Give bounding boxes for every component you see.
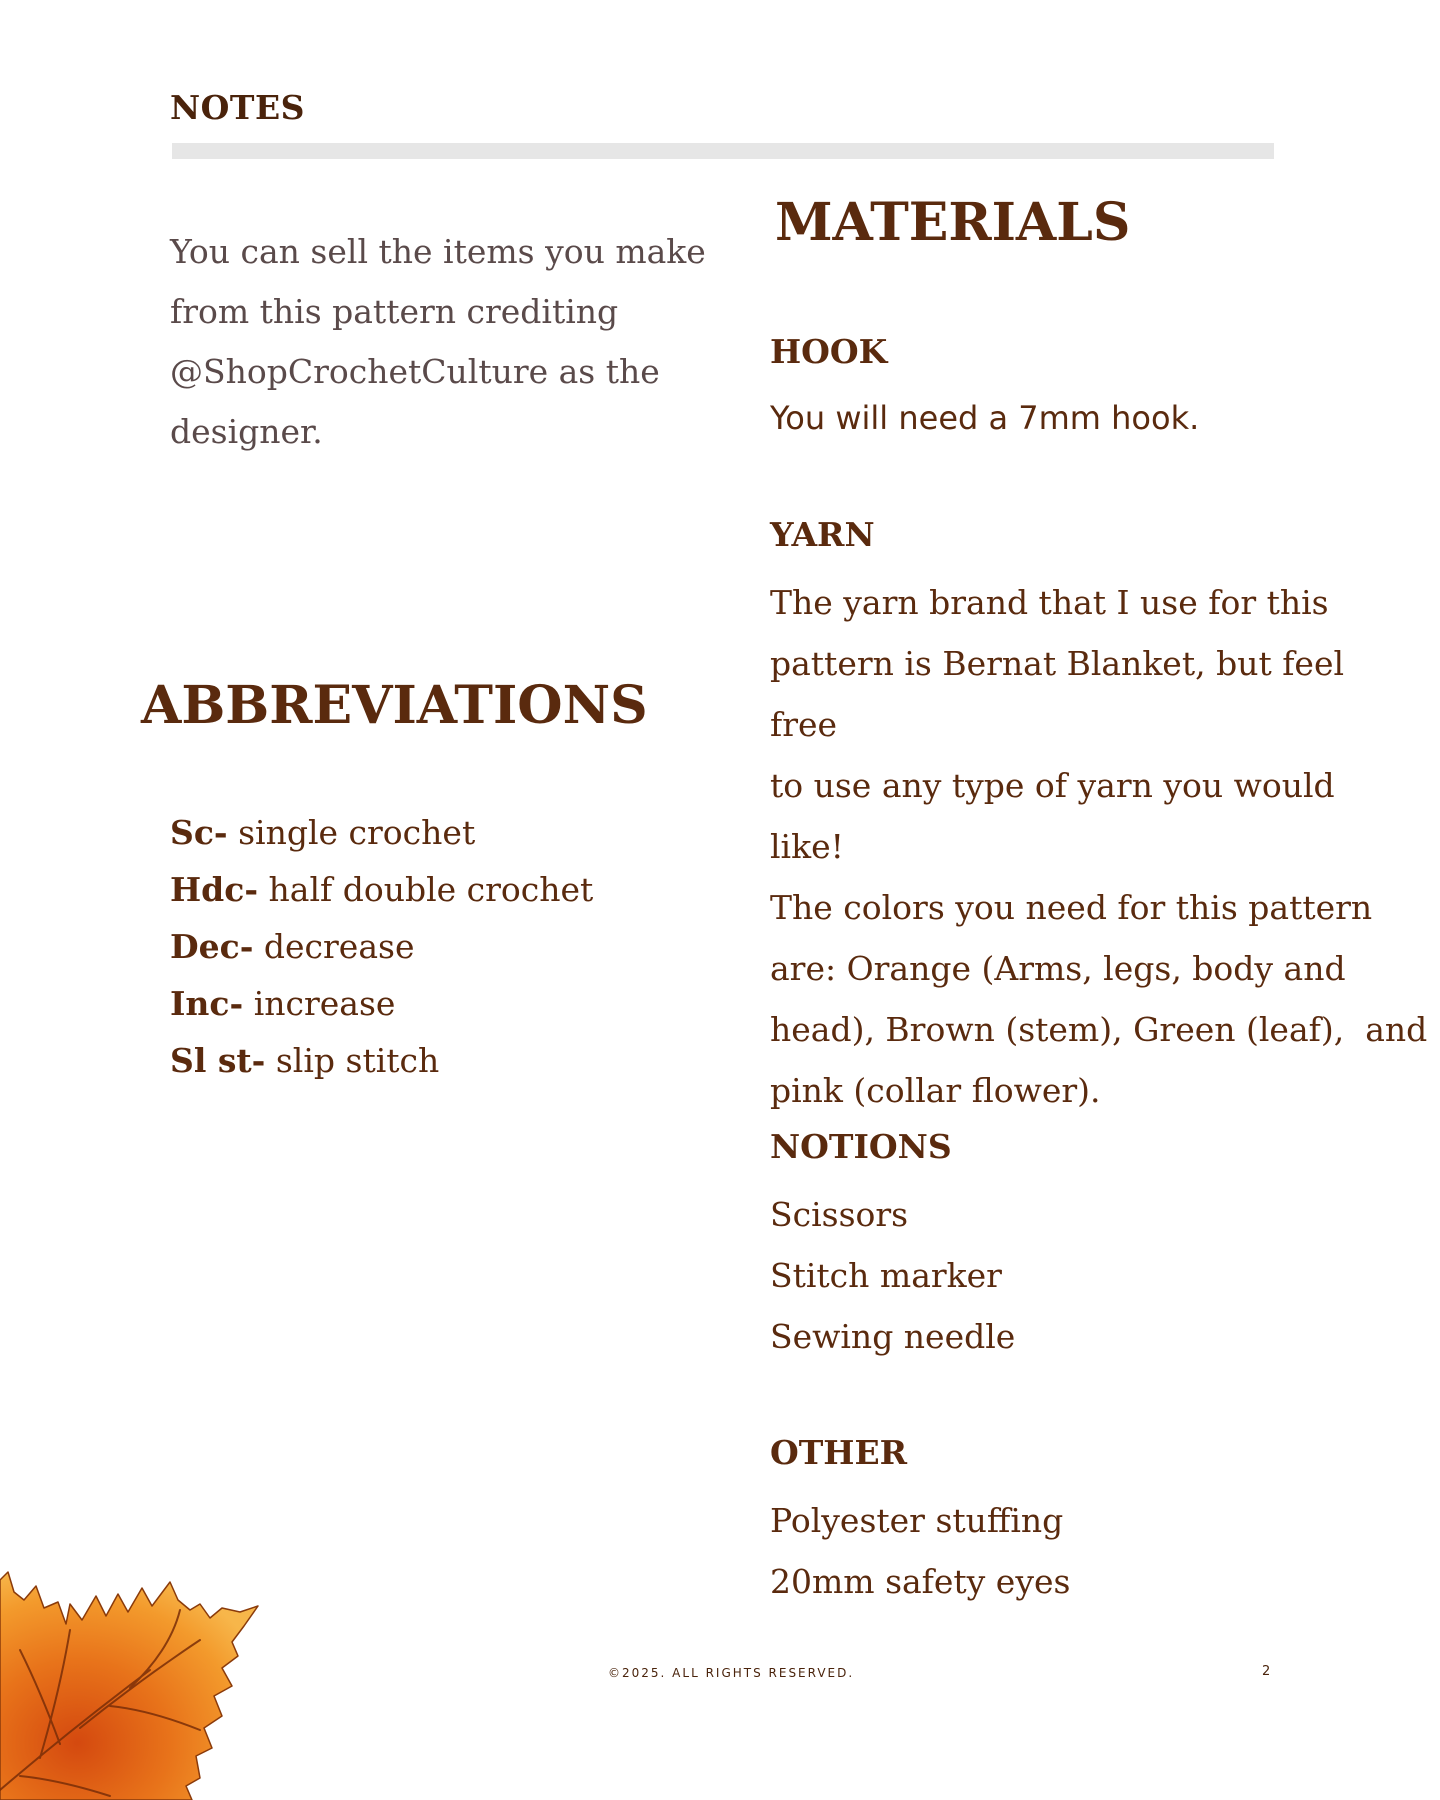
yarn-line: like! bbox=[770, 827, 844, 866]
abbreviation-code: Sc- bbox=[170, 813, 228, 852]
yarn-line: head), Brown (stem), Green (leaf), and bbox=[770, 1010, 1428, 1049]
abbreviation-desc: half double crochet bbox=[258, 870, 594, 909]
page-number: 2 bbox=[1262, 1664, 1271, 1679]
yarn-line: pink (collar flower). bbox=[770, 1071, 1101, 1110]
other-list bbox=[770, 1490, 1420, 1612]
maple-leaf-icon bbox=[0, 1560, 270, 1800]
abbreviation-item bbox=[170, 918, 593, 975]
abbreviation-desc: decrease bbox=[253, 927, 415, 966]
abbreviations-list bbox=[170, 804, 593, 1089]
notes-body bbox=[170, 222, 710, 462]
notes-line: from this pattern crediting bbox=[170, 292, 619, 331]
materials-title: MATERIALS bbox=[775, 192, 1131, 253]
abbreviation-code: Hdc- bbox=[170, 870, 259, 909]
notes-heading: NOTES bbox=[170, 88, 305, 127]
other-item: Polyester stuffing bbox=[770, 1501, 1064, 1540]
yarn-line: to use any type of yarn you would bbox=[770, 766, 1335, 805]
notions-item: Stitch marker bbox=[770, 1256, 1002, 1295]
abbreviation-item bbox=[170, 804, 593, 861]
yarn-line: pattern is Bernat Blanket, but feel free bbox=[770, 644, 1345, 744]
other-item: 20mm safety eyes bbox=[770, 1562, 1071, 1601]
notions-list bbox=[770, 1184, 1420, 1367]
abbreviation-item bbox=[170, 861, 593, 918]
abbreviation-code: Sl st- bbox=[170, 1041, 266, 1080]
abbreviation-item bbox=[170, 1032, 593, 1089]
notes-line: @ShopCrochetCulture as the bbox=[170, 352, 660, 391]
yarn-text bbox=[770, 572, 1428, 1121]
yarn-line: The colors you need for this pattern bbox=[770, 888, 1373, 927]
abbreviation-item bbox=[170, 975, 593, 1032]
yarn-line: are: Orange (Arms, legs, body and bbox=[770, 949, 1346, 988]
notes-divider-bar bbox=[172, 143, 1274, 159]
abbreviation-code: Dec- bbox=[170, 927, 254, 966]
abbreviation-desc: increase bbox=[243, 984, 396, 1023]
other-heading: OTHER bbox=[770, 1433, 908, 1472]
abbreviation-code: Inc- bbox=[170, 984, 244, 1023]
footer-copyright: ©2025. ALL RIGHTS RESERVED. bbox=[608, 1666, 855, 1680]
abbreviation-desc: single crochet bbox=[227, 813, 476, 852]
notions-heading: NOTIONS bbox=[770, 1127, 952, 1166]
notes-line: designer. bbox=[170, 412, 323, 451]
abbreviations-title: ABBREVIATIONS bbox=[141, 675, 648, 736]
abbreviation-desc: slip stitch bbox=[265, 1041, 440, 1080]
hook-text: You will need a 7mm hook. bbox=[770, 399, 1200, 437]
notes-line: You can sell the items you make bbox=[170, 232, 706, 271]
hook-heading: HOOK bbox=[770, 332, 888, 371]
notions-item: Scissors bbox=[770, 1195, 909, 1234]
yarn-heading: YARN bbox=[770, 515, 875, 554]
notions-item: Sewing needle bbox=[770, 1317, 1016, 1356]
yarn-line: The yarn brand that I use for this bbox=[770, 583, 1329, 622]
